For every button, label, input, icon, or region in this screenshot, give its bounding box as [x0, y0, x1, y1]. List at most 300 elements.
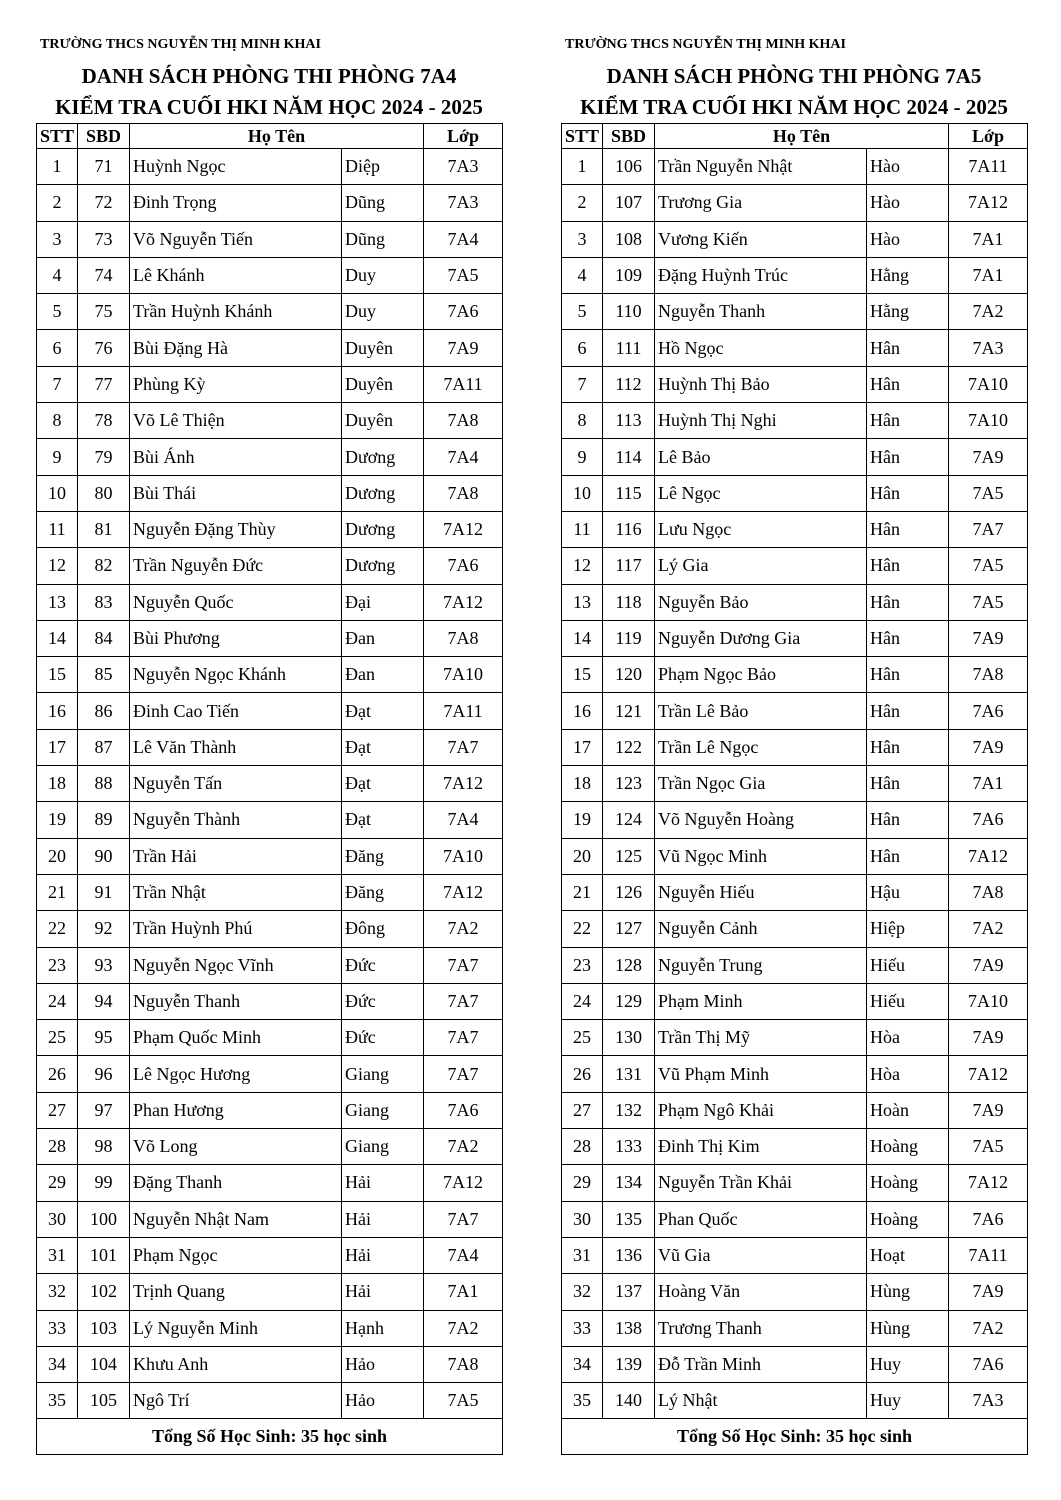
cell-lop: 7A4 — [424, 802, 503, 838]
cell-lop: 7A1 — [949, 221, 1028, 257]
cell-ten: Đạt — [342, 693, 424, 729]
cell-sbd: 92 — [78, 911, 130, 947]
cell-ten: Đăng — [342, 874, 424, 910]
cell-sbd: 85 — [78, 657, 130, 693]
cell-sbd: 109 — [603, 257, 655, 293]
cell-lop: 7A1 — [424, 1274, 503, 1310]
cell-ho: Đỗ Trần Minh — [655, 1346, 867, 1382]
cell-sbd: 127 — [603, 911, 655, 947]
cell-ho: Trương Gia — [655, 185, 867, 221]
cell-stt: 3 — [37, 221, 78, 257]
cell-sbd: 81 — [78, 511, 130, 547]
cell-ten: Hậu — [867, 874, 949, 910]
cell-ten: Dũng — [342, 185, 424, 221]
table-row — [37, 1274, 503, 1310]
cell-ho: Khưu Anh — [130, 1346, 342, 1382]
cell-sbd: 72 — [78, 185, 130, 221]
cell-stt: 23 — [37, 947, 78, 983]
cell-stt: 1 — [562, 149, 603, 185]
table-row — [562, 511, 1028, 547]
cell-sbd: 94 — [78, 983, 130, 1019]
cell-sbd: 130 — [603, 1020, 655, 1056]
cell-stt: 5 — [37, 294, 78, 330]
cell-sbd: 114 — [603, 439, 655, 475]
table-row — [37, 729, 503, 765]
cell-ho: Lê Khánh — [130, 257, 342, 293]
cell-lop: 7A12 — [424, 874, 503, 910]
cell-ten: Hân — [867, 548, 949, 584]
cell-lop: 7A12 — [949, 185, 1028, 221]
table-row — [37, 149, 503, 185]
table-row — [37, 1165, 503, 1201]
cell-ho: Đinh Trọng — [130, 185, 342, 221]
cell-ho: Lê Văn Thành — [130, 729, 342, 765]
table-row — [37, 1020, 503, 1056]
cell-lop: 7A9 — [949, 1092, 1028, 1128]
cell-ho: Huỳnh Ngọc — [130, 149, 342, 185]
cell-sbd: 98 — [78, 1129, 130, 1165]
cell-ten: Hải — [342, 1274, 424, 1310]
cell-ten: Đan — [342, 620, 424, 656]
cell-ten: Duyên — [342, 330, 424, 366]
cell-ten: Hân — [867, 366, 949, 402]
cell-ten: Duyên — [342, 403, 424, 439]
cell-lop: 7A7 — [424, 947, 503, 983]
cell-ten: Đức — [342, 947, 424, 983]
table-row — [37, 874, 503, 910]
cell-ten: Hào — [867, 149, 949, 185]
cell-ho: Hoàng Văn — [655, 1274, 867, 1310]
cell-ho: Phạm Minh — [655, 983, 867, 1019]
cell-lop: 7A12 — [424, 766, 503, 802]
cell-ho: Nguyễn Thành — [130, 802, 342, 838]
cell-lop: 7A10 — [949, 366, 1028, 402]
cell-ho: Nguyễn Thanh — [130, 983, 342, 1019]
table-body — [37, 149, 503, 1419]
cell-ho: Hồ Ngọc — [655, 330, 867, 366]
cell-ten: Hoàng — [867, 1201, 949, 1237]
cell-stt: 32 — [562, 1274, 603, 1310]
header-sbd: SBD — [603, 124, 655, 149]
cell-lop: 7A11 — [949, 1237, 1028, 1273]
table-row — [37, 983, 503, 1019]
cell-ten: Hải — [342, 1165, 424, 1201]
cell-lop: 7A6 — [949, 1346, 1028, 1382]
cell-stt: 34 — [37, 1346, 78, 1382]
cell-ten: Hòa — [867, 1056, 949, 1092]
cell-ho: Võ Long — [130, 1129, 342, 1165]
cell-stt: 10 — [37, 475, 78, 511]
cell-ten: Dũng — [342, 221, 424, 257]
cell-lop: 7A4 — [424, 1237, 503, 1273]
cell-ten: Hân — [867, 475, 949, 511]
cell-ho: Bùi Phương — [130, 620, 342, 656]
table-row — [37, 403, 503, 439]
cell-ho: Nguyễn Hiếu — [655, 874, 867, 910]
cell-ten: Hảo — [342, 1383, 424, 1419]
cell-sbd: 121 — [603, 693, 655, 729]
cell-stt: 10 — [562, 475, 603, 511]
cell-ho: Bùi Thái — [130, 475, 342, 511]
cell-lop: 7A12 — [424, 1165, 503, 1201]
cell-ho: Nguyễn Trần Khải — [655, 1165, 867, 1201]
cell-lop: 7A9 — [949, 1020, 1028, 1056]
cell-lop: 7A10 — [424, 838, 503, 874]
cell-stt: 23 — [562, 947, 603, 983]
cell-lop: 7A7 — [424, 1056, 503, 1092]
cell-stt: 29 — [37, 1165, 78, 1201]
total-students: Tổng Số Học Sinh: 35 học sinh — [37, 1419, 503, 1455]
cell-ho: Trần Thị Mỹ — [655, 1020, 867, 1056]
cell-ten: Hùng — [867, 1310, 949, 1346]
list-subtitle: KIỂM TRA CUỐI HKI NĂM HỌC 2024 - 2025 — [55, 95, 483, 119]
cell-ho: Võ Nguyễn Tiến — [130, 221, 342, 257]
cell-lop: 7A8 — [424, 403, 503, 439]
cell-ho: Võ Nguyễn Hoàng — [655, 802, 867, 838]
cell-lop: 7A8 — [949, 657, 1028, 693]
table-body — [562, 149, 1028, 1419]
cell-stt: 17 — [562, 729, 603, 765]
header-name: Họ Tên — [130, 124, 424, 149]
cell-sbd: 82 — [78, 548, 130, 584]
cell-lop: 7A12 — [949, 1165, 1028, 1201]
cell-lop: 7A5 — [949, 475, 1028, 511]
cell-stt: 7 — [562, 366, 603, 402]
table-row — [37, 1383, 503, 1419]
table-row — [562, 1165, 1028, 1201]
cell-sbd: 101 — [78, 1237, 130, 1273]
cell-sbd: 91 — [78, 874, 130, 910]
cell-stt: 26 — [37, 1056, 78, 1092]
cell-stt: 15 — [562, 657, 603, 693]
cell-ho: Lý Gia — [655, 548, 867, 584]
cell-sbd: 108 — [603, 221, 655, 257]
cell-stt: 14 — [562, 620, 603, 656]
cell-stt: 13 — [37, 584, 78, 620]
cell-ten: Hân — [867, 838, 949, 874]
table-row — [37, 1237, 503, 1273]
cell-stt: 20 — [37, 838, 78, 874]
cell-ho: Huỳnh Thị Bảo — [655, 366, 867, 402]
table-row — [562, 983, 1028, 1019]
cell-lop: 7A10 — [424, 657, 503, 693]
cell-stt: 19 — [37, 802, 78, 838]
cell-sbd: 135 — [603, 1201, 655, 1237]
cell-ho: Đặng Thanh — [130, 1165, 342, 1201]
cell-stt: 9 — [562, 439, 603, 475]
table-row — [562, 149, 1028, 185]
cell-ten: Hoàn — [867, 1092, 949, 1128]
cell-stt: 16 — [562, 693, 603, 729]
cell-ho: Trần Lê Ngọc — [655, 729, 867, 765]
cell-lop: 7A7 — [949, 511, 1028, 547]
cell-sbd: 84 — [78, 620, 130, 656]
cell-stt: 33 — [37, 1310, 78, 1346]
cell-ho: Trần Huỳnh Phú — [130, 911, 342, 947]
cell-sbd: 134 — [603, 1165, 655, 1201]
table-row — [37, 439, 503, 475]
cell-ho: Nguyễn Tấn — [130, 766, 342, 802]
table-row — [37, 475, 503, 511]
cell-stt: 2 — [562, 185, 603, 221]
cell-ten: Đạt — [342, 729, 424, 765]
table-row — [562, 584, 1028, 620]
cell-ho: Đinh Thị Kim — [655, 1129, 867, 1165]
cell-stt: 35 — [562, 1383, 603, 1419]
table-row — [37, 257, 503, 293]
cell-lop: 7A5 — [949, 1129, 1028, 1165]
cell-ho: Nguyễn Quốc — [130, 584, 342, 620]
cell-lop: 7A4 — [424, 221, 503, 257]
cell-ten: Hiếu — [867, 983, 949, 1019]
cell-lop: 7A9 — [949, 1274, 1028, 1310]
cell-ho: Bùi Đặng Hà — [130, 330, 342, 366]
cell-lop: 7A12 — [424, 511, 503, 547]
cell-ten: Đức — [342, 1020, 424, 1056]
table-row — [37, 693, 503, 729]
cell-lop: 7A12 — [424, 584, 503, 620]
cell-ten: Hoàng — [867, 1165, 949, 1201]
table-row — [37, 657, 503, 693]
header-stt: STT — [562, 124, 603, 149]
cell-stt: 12 — [37, 548, 78, 584]
cell-ho: Nguyễn Ngọc Khánh — [130, 657, 342, 693]
cell-ten: Đạt — [342, 802, 424, 838]
cell-sbd: 73 — [78, 221, 130, 257]
cell-sbd: 128 — [603, 947, 655, 983]
cell-ten: Hân — [867, 693, 949, 729]
table-row — [562, 693, 1028, 729]
cell-ten: Huy — [867, 1346, 949, 1382]
cell-ten: Duy — [342, 294, 424, 330]
cell-ten: Hân — [867, 403, 949, 439]
cell-sbd: 80 — [78, 475, 130, 511]
cell-lop: 7A3 — [424, 149, 503, 185]
cell-stt: 21 — [37, 874, 78, 910]
cell-lop: 7A4 — [424, 439, 503, 475]
cell-ten: Đăng — [342, 838, 424, 874]
cell-sbd: 115 — [603, 475, 655, 511]
cell-stt: 18 — [37, 766, 78, 802]
table-row — [37, 911, 503, 947]
cell-ten: Đạt — [342, 766, 424, 802]
table-row — [562, 947, 1028, 983]
cell-sbd: 129 — [603, 983, 655, 1019]
cell-ho: Nguyễn Cảnh — [655, 911, 867, 947]
cell-lop: 7A10 — [949, 403, 1028, 439]
table-row — [37, 1201, 503, 1237]
cell-sbd: 120 — [603, 657, 655, 693]
cell-stt: 28 — [562, 1129, 603, 1165]
cell-sbd: 136 — [603, 1237, 655, 1273]
cell-ten: Đức — [342, 983, 424, 1019]
cell-ho: Lưu Ngọc — [655, 511, 867, 547]
cell-ten: Hảo — [342, 1346, 424, 1382]
cell-lop: 7A2 — [949, 911, 1028, 947]
cell-stt: 32 — [37, 1274, 78, 1310]
cell-ho: Ngô Trí — [130, 1383, 342, 1419]
cell-stt: 35 — [37, 1383, 78, 1419]
cell-sbd: 139 — [603, 1346, 655, 1382]
table-row — [37, 294, 503, 330]
cell-ho: Huỳnh Thị Nghi — [655, 403, 867, 439]
table-row — [562, 802, 1028, 838]
cell-ten: Huy — [867, 1383, 949, 1419]
cell-sbd: 105 — [78, 1383, 130, 1419]
cell-sbd: 116 — [603, 511, 655, 547]
cell-lop: 7A7 — [424, 1020, 503, 1056]
cell-ten: Hải — [342, 1237, 424, 1273]
cell-sbd: 118 — [603, 584, 655, 620]
header-stt: STT — [37, 124, 78, 149]
cell-ho: Nguyễn Nhật Nam — [130, 1201, 342, 1237]
cell-stt: 13 — [562, 584, 603, 620]
cell-ho: Lê Ngọc Hương — [130, 1056, 342, 1092]
cell-sbd: 90 — [78, 838, 130, 874]
cell-stt: 34 — [562, 1346, 603, 1382]
cell-ten: Giang — [342, 1092, 424, 1128]
cell-lop: 7A8 — [424, 475, 503, 511]
table-row — [562, 838, 1028, 874]
cell-lop: 7A5 — [949, 584, 1028, 620]
table-row — [562, 1056, 1028, 1092]
cell-sbd: 104 — [78, 1346, 130, 1382]
cell-lop: 7A5 — [949, 548, 1028, 584]
cell-lop: 7A11 — [424, 693, 503, 729]
table-row — [37, 548, 503, 584]
table-row — [562, 1274, 1028, 1310]
cell-ho: Đặng Huỳnh Trúc — [655, 257, 867, 293]
school-name: TRƯỜNG THCS NGUYỄN THỊ MINH KHAI — [40, 37, 321, 52]
cell-stt: 11 — [562, 511, 603, 547]
cell-sbd: 103 — [78, 1310, 130, 1346]
cell-ho: Nguyễn Thanh — [655, 294, 867, 330]
cell-ho: Lý Nhật — [655, 1383, 867, 1419]
cell-lop: 7A3 — [949, 1383, 1028, 1419]
cell-sbd: 97 — [78, 1092, 130, 1128]
cell-ten: Hải — [342, 1201, 424, 1237]
cell-ten: Dương — [342, 548, 424, 584]
cell-ho: Trần Huỳnh Khánh — [130, 294, 342, 330]
cell-sbd: 86 — [78, 693, 130, 729]
cell-ten: Dương — [342, 475, 424, 511]
list-title: DANH SÁCH PHÒNG THI PHÒNG 7A4 — [81, 64, 457, 88]
table-header-row — [37, 124, 503, 149]
header-sbd: SBD — [78, 124, 130, 149]
cell-stt: 11 — [37, 511, 78, 547]
cell-sbd: 76 — [78, 330, 130, 366]
cell-stt: 31 — [562, 1237, 603, 1273]
table-row — [562, 911, 1028, 947]
cell-lop: 7A3 — [424, 185, 503, 221]
table-row — [37, 185, 503, 221]
cell-ten: Dương — [342, 439, 424, 475]
cell-ho: Trần Nhật — [130, 874, 342, 910]
cell-ten: Hiếu — [867, 947, 949, 983]
table-row — [562, 1383, 1028, 1419]
cell-lop: 7A1 — [949, 766, 1028, 802]
header-class: Lớp — [949, 124, 1028, 149]
cell-ten: Hân — [867, 657, 949, 693]
total-students: Tổng Số Học Sinh: 35 học sinh — [562, 1419, 1028, 1455]
cell-ho: Vương Kiến — [655, 221, 867, 257]
cell-lop: 7A2 — [424, 1310, 503, 1346]
cell-ho: Vũ Phạm Minh — [655, 1056, 867, 1092]
cell-sbd: 100 — [78, 1201, 130, 1237]
cell-stt: 25 — [37, 1020, 78, 1056]
table-header-row — [562, 124, 1028, 149]
cell-lop: 7A2 — [949, 1310, 1028, 1346]
cell-ten: Đan — [342, 657, 424, 693]
cell-sbd: 71 — [78, 149, 130, 185]
cell-stt: 31 — [37, 1237, 78, 1273]
cell-lop: 7A8 — [949, 874, 1028, 910]
cell-ten: Hân — [867, 766, 949, 802]
cell-sbd: 119 — [603, 620, 655, 656]
cell-stt: 16 — [37, 693, 78, 729]
cell-ho: Võ Lê Thiện — [130, 403, 342, 439]
cell-ho: Nguyễn Bảo — [655, 584, 867, 620]
cell-ho: Phạm Ngọc Bảo — [655, 657, 867, 693]
cell-stt: 18 — [562, 766, 603, 802]
cell-ho: Nguyễn Trung — [655, 947, 867, 983]
cell-lop: 7A2 — [424, 1129, 503, 1165]
cell-sbd: 111 — [603, 330, 655, 366]
table-row — [562, 439, 1028, 475]
cell-ten: Diệp — [342, 149, 424, 185]
header-name: Họ Tên — [655, 124, 949, 149]
cell-sbd: 88 — [78, 766, 130, 802]
table-row — [562, 330, 1028, 366]
cell-ten: Hạnh — [342, 1310, 424, 1346]
cell-sbd: 83 — [78, 584, 130, 620]
table-row — [37, 838, 503, 874]
cell-ho: Vũ Ngọc Minh — [655, 838, 867, 874]
cell-ho: Nguyễn Đặng Thùy — [130, 511, 342, 547]
cell-sbd: 75 — [78, 294, 130, 330]
table-row — [37, 1346, 503, 1382]
table-row — [562, 874, 1028, 910]
student-table — [36, 123, 503, 1455]
table-row — [37, 330, 503, 366]
cell-stt: 6 — [562, 330, 603, 366]
cell-ho: Trần Ngọc Gia — [655, 766, 867, 802]
cell-stt: 22 — [37, 911, 78, 947]
cell-ho: Nguyễn Ngọc Vĩnh — [130, 947, 342, 983]
cell-ten: Hoàng — [867, 1129, 949, 1165]
cell-sbd: 99 — [78, 1165, 130, 1201]
table-row — [37, 1129, 503, 1165]
cell-ho: Nguyễn Dương Gia — [655, 620, 867, 656]
cell-sbd: 89 — [78, 802, 130, 838]
cell-ten: Hằng — [867, 294, 949, 330]
cell-sbd: 122 — [603, 729, 655, 765]
table-row — [562, 548, 1028, 584]
cell-ho: Phùng Kỳ — [130, 366, 342, 402]
cell-ten: Hân — [867, 330, 949, 366]
cell-ten: Hiệp — [867, 911, 949, 947]
cell-sbd: 96 — [78, 1056, 130, 1092]
cell-stt: 30 — [562, 1201, 603, 1237]
table-row — [562, 657, 1028, 693]
cell-lop: 7A8 — [424, 620, 503, 656]
table-row — [562, 366, 1028, 402]
table-row — [37, 511, 503, 547]
cell-ten: Hân — [867, 511, 949, 547]
cell-sbd: 140 — [603, 1383, 655, 1419]
cell-ho: Trần Hải — [130, 838, 342, 874]
cell-ho: Phạm Ngô Khải — [655, 1092, 867, 1128]
